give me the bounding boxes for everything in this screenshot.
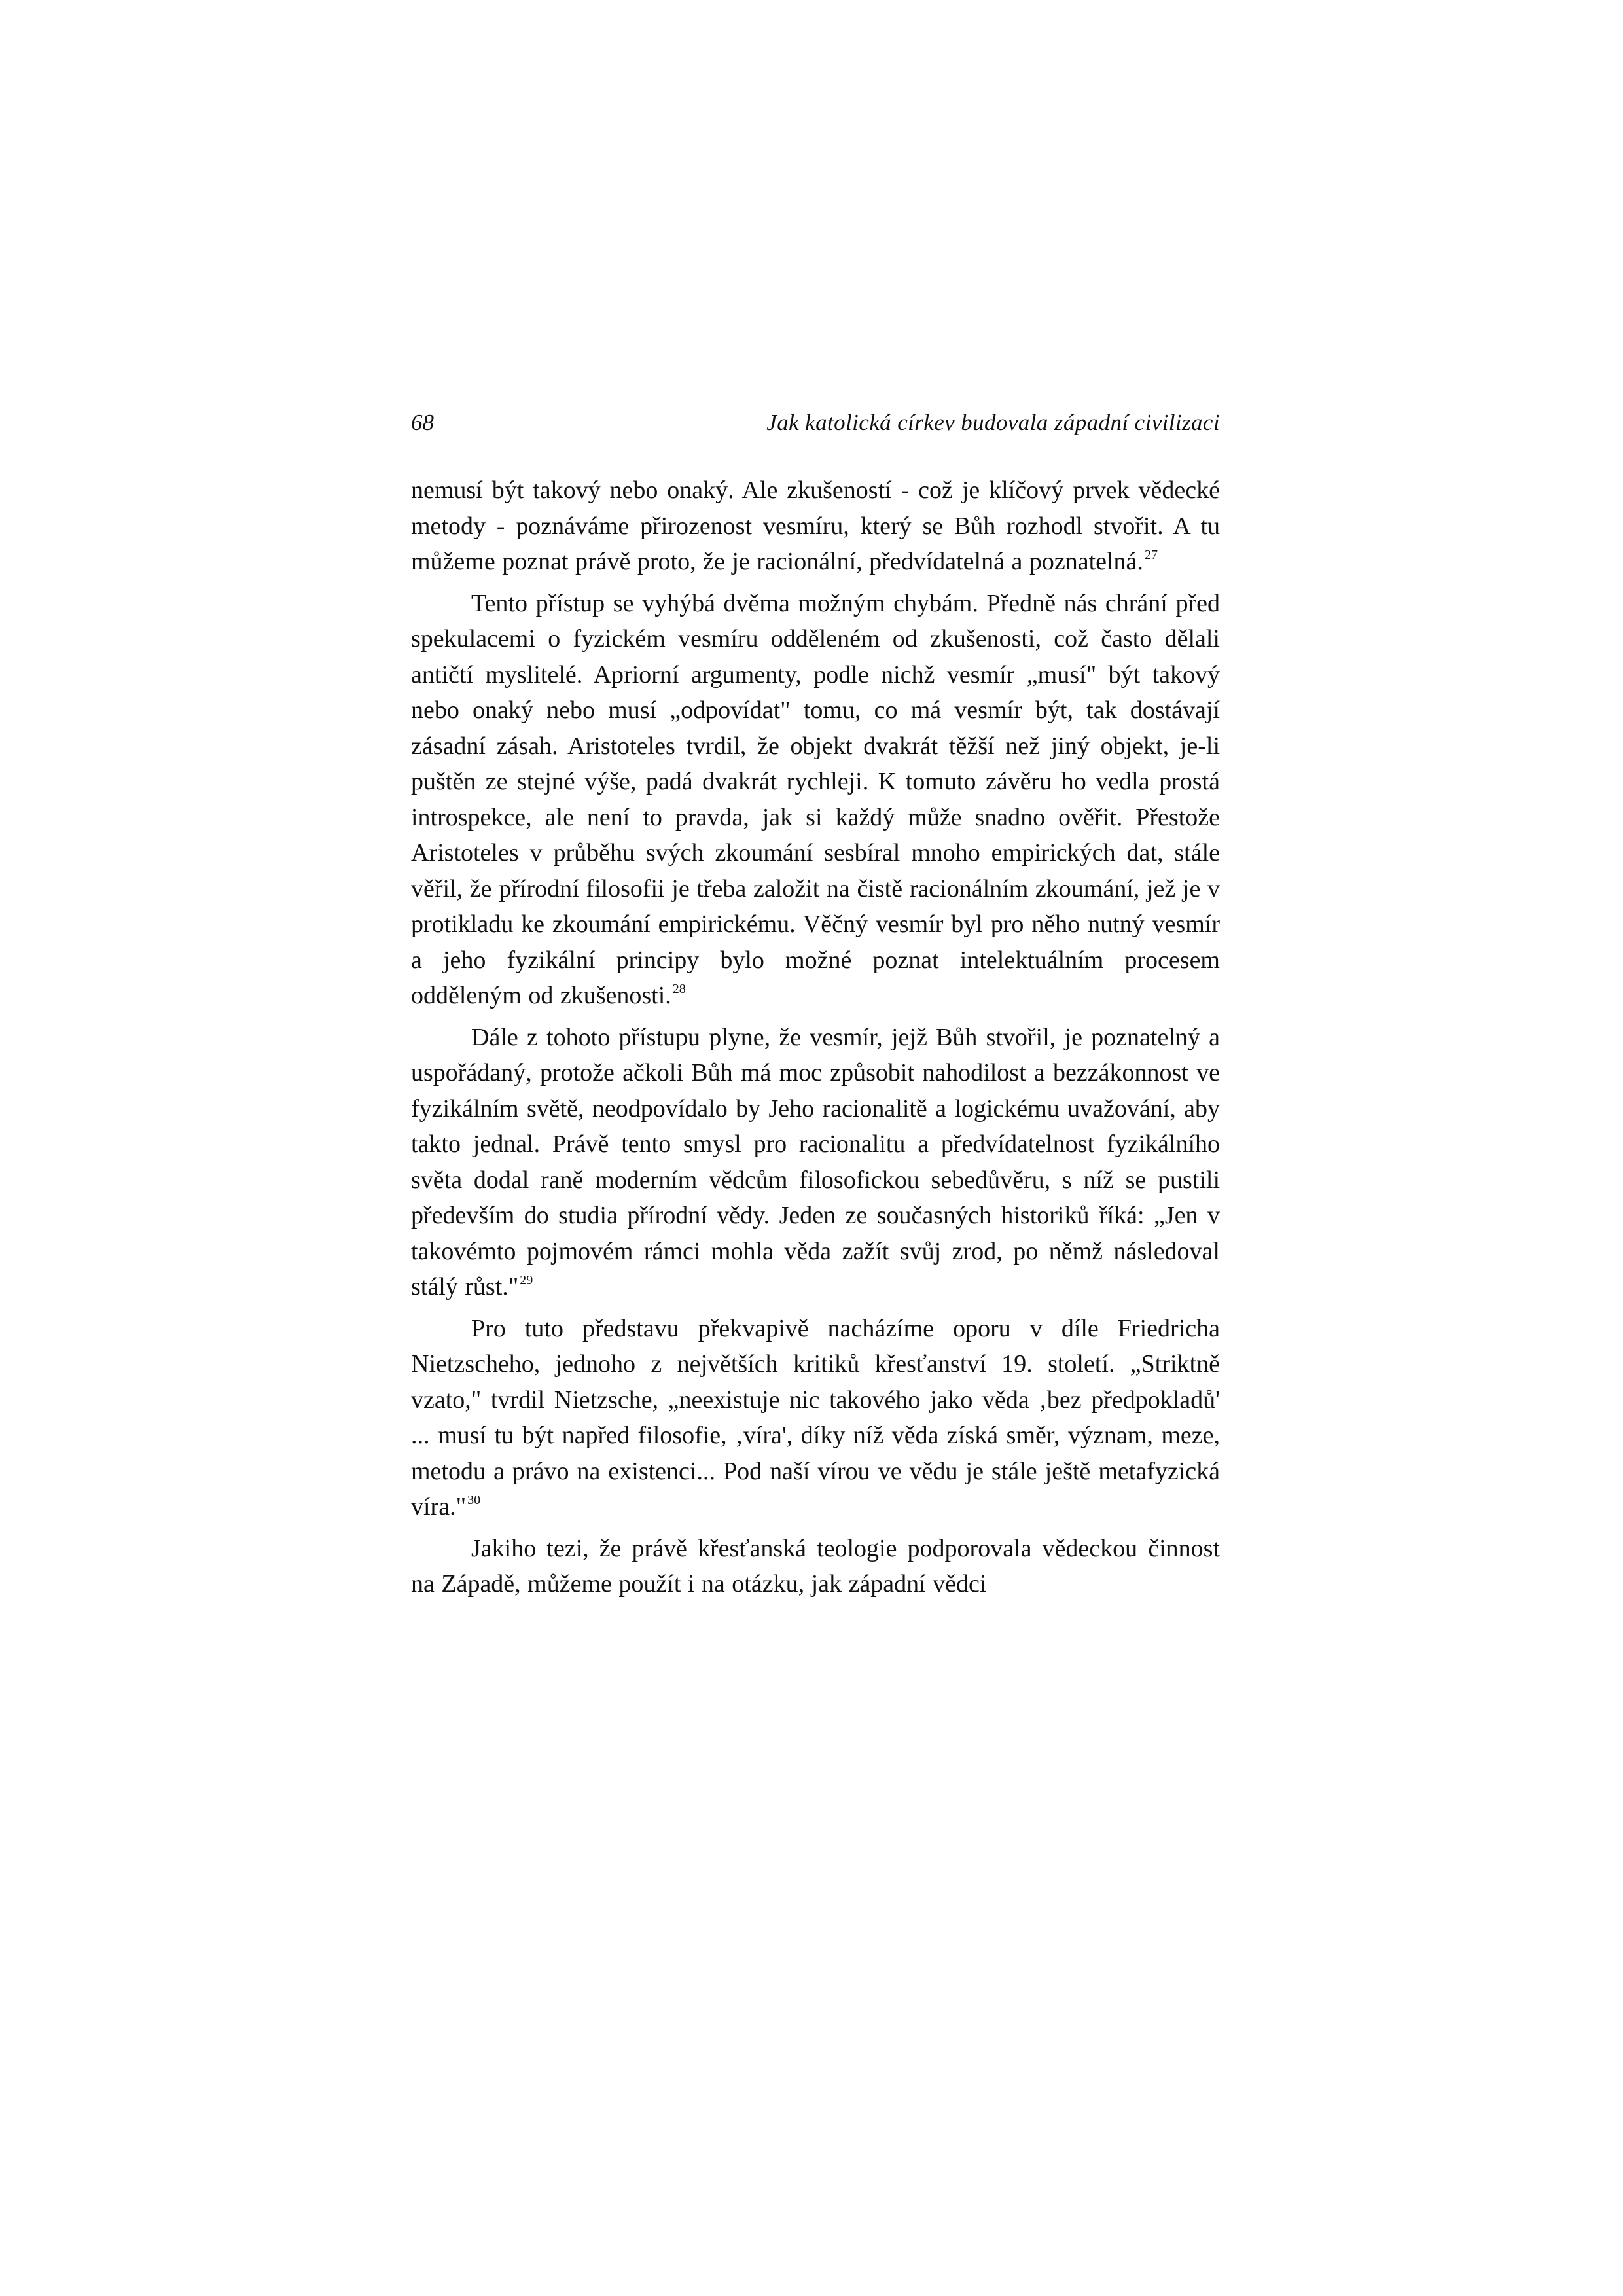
footnote-ref-28: 28 <box>672 982 686 996</box>
running-head <box>411 404 1220 441</box>
body-text <box>411 473 1220 1608</box>
footnote-ref-27: 27 <box>1144 548 1158 562</box>
paragraph-text: Pro tuto představu překvapivě nacházíme oporu v díle Friedricha Nietzscheho, jednoho z největších kritiků křesťanství 19. století. „Striktně vzato," tvrdil Nietzsche, „neexistuje nic takového jako věda ‚bez předpokladů' ... musí tu být napřed filosofie, ‚víra', díky níž věda získá směr, význam, meze, metodu a právo na existenci... Pod naší vírou ve vědu je stále ještě metafyzická víra." <box>411 1314 1220 1520</box>
paragraph-text: Jakiho tezi, že právě křesťanská teologie podporovala vědeckou činnost na Západě, můžeme použít i na otázku, jak západní vědci <box>411 1534 1220 1598</box>
paragraph-2 <box>411 586 1220 1014</box>
footnote-ref-29: 29 <box>520 1273 533 1287</box>
paragraph-text: Tento přístup se vyhýbá dvěma možným chybám. Předně nás chrání před spekulacemi o fyzickém vesmíru odděleném od zkušenosti, což často dělali antičtí myslitelé. Apriorní argumenty, podle nichž vesmír „musí" být takový nebo onaký nebo musí „odpovídat" tomu, co má vesmír být, tak dostávají zásadní zásah. Aristoteles tvrdil, že objekt dvakrát těžší než jiný objekt, je-li puštěn ze stejné výše, padá dvakrát rychleji. K tomuto závěru ho vedla prostá introspekce, ale není to pravda, jak si každý může snadno ověřit. Přestože Aristoteles v průběhu svých zkoumání sesbíral mnoho empirických dat, stále věřil, že přírodní filosofii je třeba založit na čistě racionálním zkoumání, jež je v protikladu ke zkoumání empirickému. Věčný vesmír byl pro něho nutný vesmír a jeho fyzikální principy bylo možné poznat intelektuálním procesem odděleným od zkušenosti. <box>411 589 1220 1009</box>
book-title: Jak katolická církev budovala západní civilizaci <box>766 410 1220 435</box>
footnote-ref-30: 30 <box>467 1493 481 1507</box>
page-number: 68 <box>411 410 434 435</box>
paragraph-text: nemusí být takový nebo onaký. Ale zkušeností - což je klíčový prvek vědecké metody - poznáváme přirozenost vesmíru, který se Bůh rozhodl stvořit. A tu můžeme poznat právě proto, že je racionální, předvídatelná a poznatelná. <box>411 476 1220 575</box>
paragraph-text: Dále z tohoto přístupu plyne, že vesmír, jejž Bůh stvořil, je poznatelný a uspořádaný, protože ačkoli Bůh má moc způsobit nahodilost a bezzákonnost ve fyzikálním světě, neodpovídalo by Jeho racionalitě a logickému uvažování, aby takto jednal. Právě tento smysl pro racionalitu a předvídatelnost fyzikálního světa dodal raně moderním vědcům filosofickou sebedůvěru, s níž se pustili především do studia přírodní vědy. Jeden ze současných historiků říká: „Jen v takovémto pojmovém rámci mohla věda zažít svůj zrod, po němž následoval stálý růst." <box>411 1023 1220 1300</box>
paragraph-5 <box>411 1531 1220 1602</box>
paragraph-4 <box>411 1311 1220 1525</box>
paragraph-1 <box>411 473 1220 580</box>
paragraph-3 <box>411 1020 1220 1305</box>
